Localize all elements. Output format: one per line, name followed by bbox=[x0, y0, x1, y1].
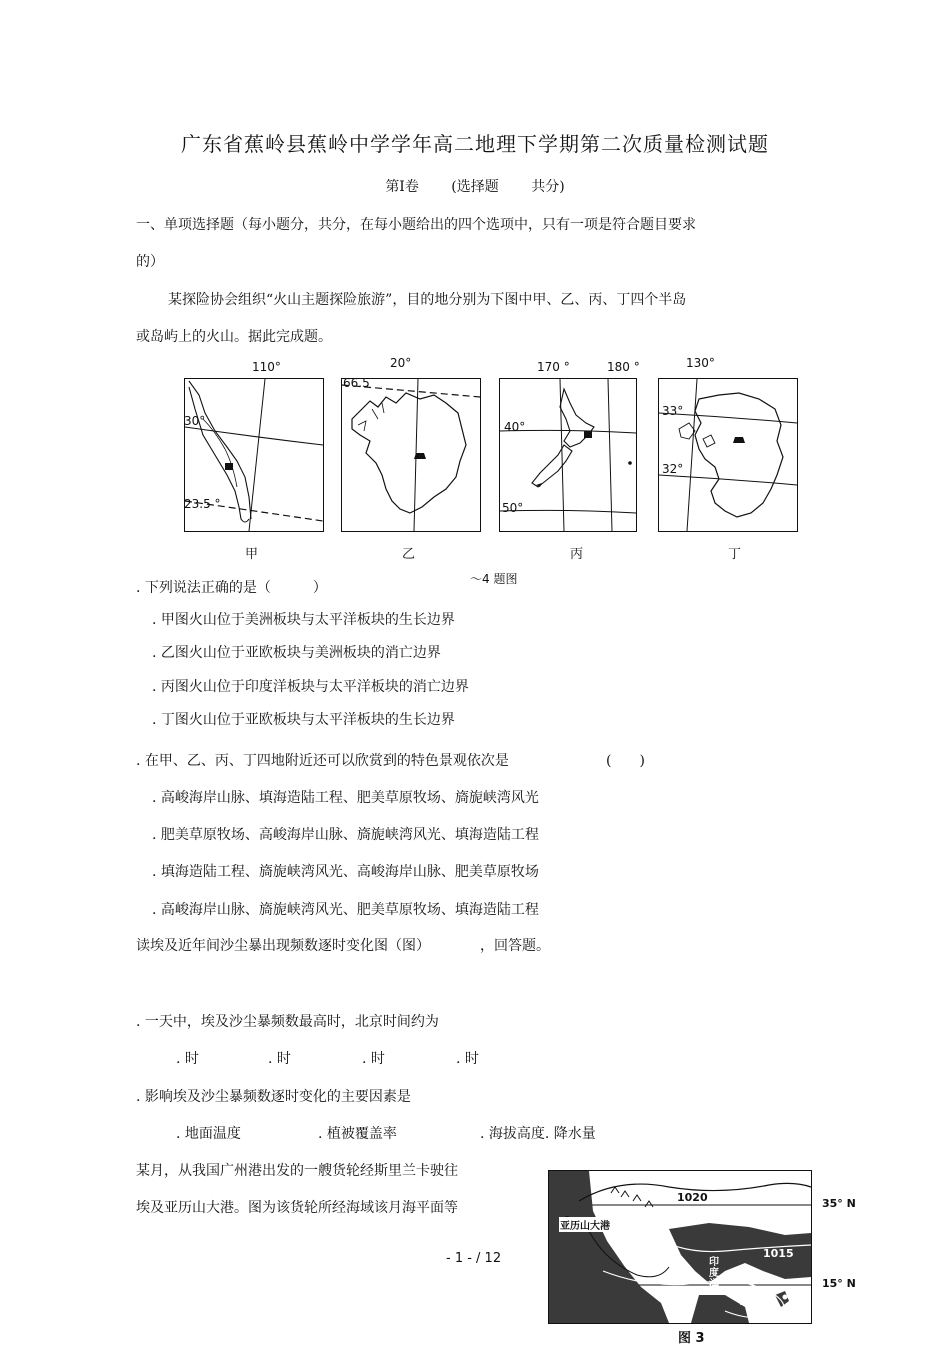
panel-ding-name: 丁 bbox=[728, 547, 742, 562]
q4-option-a: . 地面温度 bbox=[176, 1126, 241, 1142]
q3-option-c: . 时 bbox=[362, 1051, 385, 1067]
q4-stem: . 影响埃及沙尘暴频数逐时变化的主要因素是 bbox=[136, 1089, 411, 1105]
panel-bing-name: 丙 bbox=[570, 547, 584, 562]
panel-jia-lat-23: 23.5 ° bbox=[184, 497, 221, 511]
q3-option-b: . 时 bbox=[268, 1051, 291, 1067]
part1-line1: 一、单项选择题（每小题分，共分，在每小题给出的四个选项中，只有一项是符合题目要求 bbox=[136, 217, 696, 233]
section-header bbox=[0, 176, 950, 196]
section-type: (选择题 bbox=[451, 179, 499, 195]
q1-option-c: . 丙图火山位于印度洋板块与太平洋板块的消亡边界 bbox=[152, 679, 469, 695]
q1-option-d: . 丁图火山位于亚欧板块与太平洋板块的生长边界 bbox=[152, 712, 455, 728]
q2-option-b: . 肥美草原牧场、高峻海岸山脉、旖旎峡湾风光、填海造陆工程 bbox=[152, 827, 539, 843]
panel-bing-top-label-2: 180 ° bbox=[607, 360, 640, 374]
q3-stem: . 一天中，埃及沙尘暴频数最高时，北京时间约为 bbox=[136, 1014, 439, 1030]
document-title: 广东省蕉岭县蕉岭中学学年高二地理下学期第二次质量检测试题 bbox=[181, 132, 769, 156]
map-panel-ding bbox=[658, 378, 798, 532]
panel-jia-lat-30: 30° bbox=[184, 414, 206, 428]
q3-option-d: . 时 bbox=[456, 1051, 479, 1067]
panel-jia-name: 甲 bbox=[245, 547, 259, 562]
panel-yi-top-label: 20° bbox=[390, 356, 412, 370]
q5-line2: 埃及亚历山大港。图为该货轮所经海域该月海平面等 bbox=[136, 1200, 458, 1216]
intro-line2: 或岛屿上的火山。据此完成题。 bbox=[136, 329, 332, 345]
q2-stem: . 在甲、乙、丙、丁四地附近还可以欣赏到的特色景观依次是 bbox=[136, 753, 509, 769]
part1-line2: 的） bbox=[136, 254, 164, 270]
q3-option-a: . 时 bbox=[176, 1051, 199, 1067]
alexandria-label: 亚历山大港 bbox=[559, 1217, 611, 1232]
map-panel-yi bbox=[341, 378, 481, 532]
panel-jia-top-label: 110° bbox=[252, 360, 281, 374]
intro-line1: 某探险协会组织“火山主题探险旅游”，目的地分别为下图中甲、乙、丙、丁四个半岛 bbox=[168, 292, 687, 308]
lat-15n-label: 15° N bbox=[822, 1277, 856, 1290]
isobar-1015-label: 1015 bbox=[763, 1247, 794, 1260]
q1-option-a: . 甲图火山位于美洲板块与太平洋板块的生长边界 bbox=[152, 612, 455, 628]
q2-option-c: . 填海造陆工程、旖旎峡湾风光、高峻海岸山脉、肥美草原牧场 bbox=[152, 864, 539, 880]
page-number: - 1 - / 12 bbox=[446, 1251, 502, 1266]
q4-option-b: . 植被覆盖率 bbox=[318, 1126, 397, 1142]
q2-option-a: . 高峻海岸山脉、填海造陆工程、肥美草原牧场、旖旎峡湾风光 bbox=[152, 790, 539, 806]
isobar-1010-label: 1010 bbox=[739, 1295, 770, 1308]
section-juan: 第Ⅰ卷 bbox=[385, 179, 419, 195]
panel-ding-lat-33: 33° bbox=[662, 404, 684, 418]
lat-35n-label: 35° N bbox=[822, 1197, 856, 1210]
panel-yi-name: 乙 bbox=[402, 547, 416, 562]
q5-line1: 某月，从我国广州港出发的一艘货轮经斯里兰卡驶往 bbox=[136, 1163, 458, 1179]
panel-ding-lat-32: 32° bbox=[662, 462, 684, 476]
figure-1-caption: ～4 题图 bbox=[470, 572, 518, 586]
q1-option-b: . 乙图火山位于亚欧板块与美洲板块的消亡边界 bbox=[152, 645, 441, 661]
figure-3-caption: 图 3 bbox=[678, 1331, 705, 1346]
panel-ding-top-label: 130° bbox=[686, 356, 715, 370]
q1-stem: . 下列说法正确的是（ ） bbox=[136, 580, 327, 596]
section-score: 共分) bbox=[531, 179, 565, 195]
read-instruction: 读埃及近年间沙尘暴出现频数逐时变化图（图） bbox=[136, 938, 430, 954]
panel-bing-lat-40: 40° bbox=[504, 420, 526, 434]
read-instruction-tail: ，回答题。 bbox=[480, 938, 550, 954]
figure-3-isobar-map bbox=[548, 1170, 812, 1324]
panel-yi-lat-66: 66.5 bbox=[343, 376, 370, 390]
isobar-1020-label: 1020 bbox=[677, 1191, 708, 1204]
q4-option-c: . 海拔高度. 降水量 bbox=[480, 1126, 596, 1142]
panel-bing-lat-50: 50° bbox=[502, 501, 524, 515]
indian-ocean-label: 印度洋 bbox=[709, 1257, 719, 1290]
panel-bing-top-label: 170 ° bbox=[537, 360, 570, 374]
q2-answer-paren: ( ) bbox=[606, 753, 645, 769]
q2-option-d: . 高峻海岸山脉、旖旎峡湾风光、肥美草原牧场、填海造陆工程 bbox=[152, 902, 539, 918]
